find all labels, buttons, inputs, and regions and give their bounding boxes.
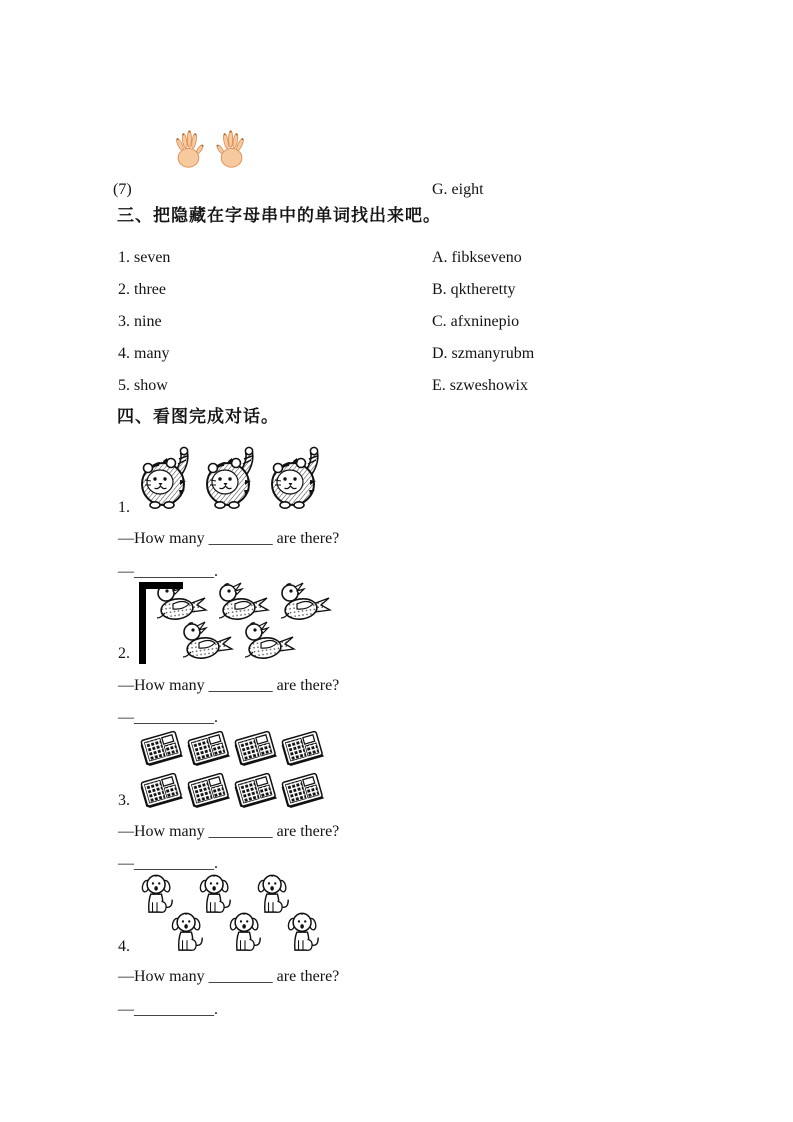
- dog-icon: [140, 874, 174, 918]
- dog-icon: [228, 912, 262, 956]
- item-number: 2.: [118, 645, 130, 662]
- letter-string-item: B. qktheretty: [432, 281, 516, 298]
- answer-line: —__________.: [118, 563, 218, 580]
- calculator-icon: [232, 769, 277, 809]
- hands-icon: [173, 125, 247, 170]
- word-item: 1. seven: [118, 249, 171, 266]
- item-number: 4.: [118, 938, 130, 955]
- calculator-icon: [185, 727, 230, 767]
- tiger-icon: [203, 445, 261, 509]
- bird-icon: [276, 582, 332, 624]
- bird-icon: [214, 582, 270, 624]
- section4-heading: 四、看图完成对话。: [117, 407, 279, 426]
- answer-line: —__________.: [118, 1001, 218, 1018]
- word-pair-row: [118, 281, 718, 301]
- calculator-icon: [185, 769, 230, 809]
- letter-string-item: E. szweshowix: [432, 377, 528, 394]
- picture-dogs: [140, 874, 320, 956]
- word-pair-row: [118, 313, 718, 333]
- dog-icon: [170, 912, 204, 956]
- picture-birds: [139, 582, 332, 663]
- answer-line: —__________.: [118, 855, 218, 872]
- question-line: —How many ________ are there?: [118, 530, 340, 547]
- tiger-icon: [138, 445, 196, 509]
- calculator-icon: [279, 769, 324, 809]
- question-line: —How many ________ are there?: [118, 823, 340, 840]
- picture-tigers: [138, 445, 326, 509]
- question-line: —How many ________ are there?: [118, 968, 340, 985]
- letter-string-item: D. szmanyrubm: [432, 345, 535, 362]
- match-option-g: G. eight: [432, 181, 484, 198]
- match-item-number: (7): [113, 181, 132, 198]
- word-item: 4. many: [118, 345, 170, 362]
- word-item: 5. show: [118, 377, 168, 394]
- calculator-icon: [138, 727, 183, 767]
- answer-line: —__________.: [118, 709, 218, 726]
- letter-string-item: C. afxninepio: [432, 313, 520, 330]
- calculator-icon: [232, 727, 277, 767]
- letter-string-item: A. fibkseveno: [432, 249, 522, 266]
- bird-icon: [178, 621, 234, 663]
- word-pair-row: [118, 377, 718, 397]
- section3-heading: 三、把隐藏在字母串中的单词找出来吧。: [117, 206, 441, 225]
- question-line: —How many ________ are there?: [118, 677, 340, 694]
- bird-icon: [240, 621, 296, 663]
- item-number: 3.: [118, 792, 130, 809]
- calculator-icon: [279, 727, 324, 767]
- calculator-icon: [138, 769, 183, 809]
- word-item: 3. nine: [118, 313, 162, 330]
- word-pair-row: [118, 249, 718, 269]
- corner-bracket-icon: [139, 582, 185, 664]
- item-number: 1.: [118, 499, 130, 516]
- word-item: 2. three: [118, 281, 166, 298]
- tiger-icon: [268, 445, 326, 509]
- picture-calculators: [138, 727, 324, 809]
- word-pair-row: [118, 345, 718, 365]
- dog-icon: [286, 912, 320, 956]
